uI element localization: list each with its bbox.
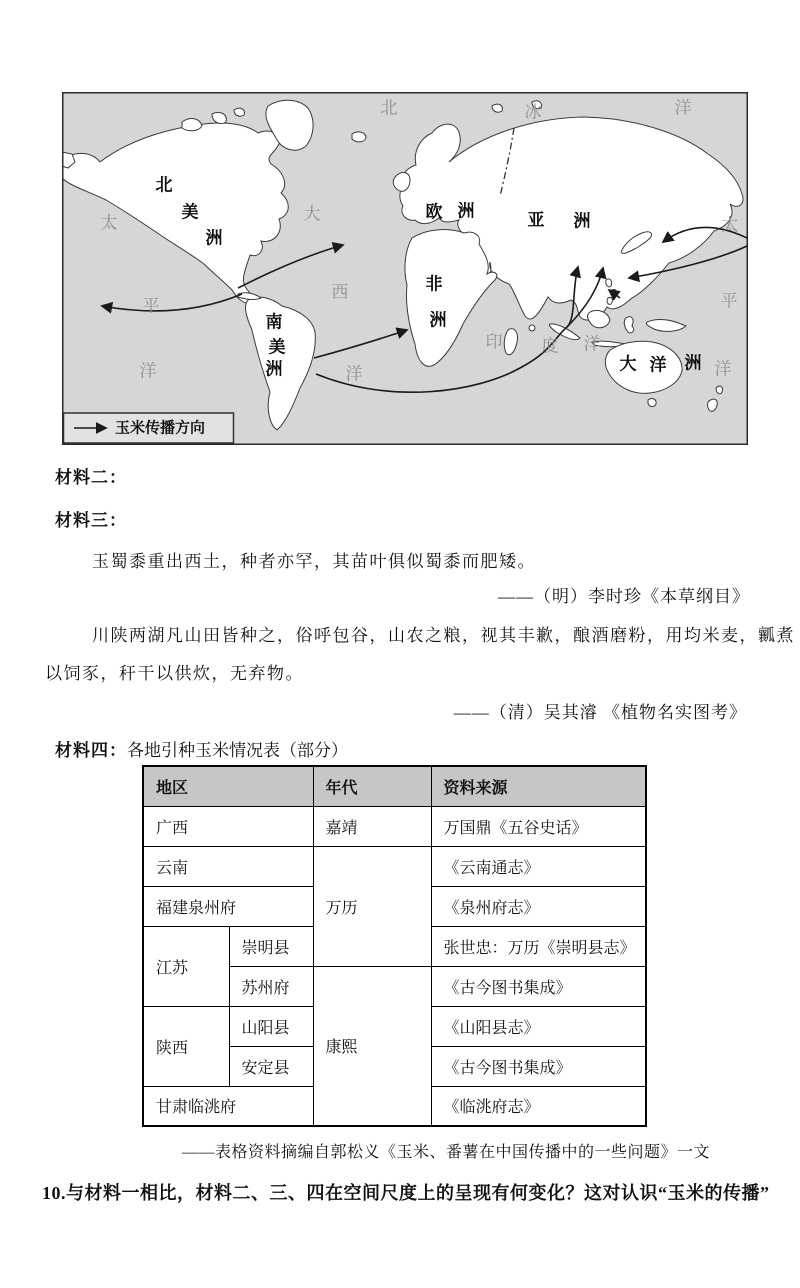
cell-region: 广西 [143, 806, 313, 846]
label-africa: 非 [425, 274, 443, 294]
label-indian-ocean: 洋 [583, 334, 601, 354]
material-3-attribution-2: ——（清）吴其濬 《植物名实图考》 [453, 703, 747, 722]
cell-era: 康熙 [313, 966, 431, 1126]
cell-region: 甘肃临洮府 [143, 1086, 313, 1126]
cell-era: 嘉靖 [313, 806, 431, 846]
material-3-attribution-1: ——（明）李时珍《本草纲目》 [498, 587, 750, 606]
cell-subregion: 苏州府 [229, 966, 313, 1006]
cell-region: 云南 [143, 846, 313, 886]
label-atlantic: 洋 [345, 364, 363, 384]
table-row [143, 846, 646, 886]
label-south-america: 美 [268, 337, 286, 357]
cell-region: 陕西 [143, 1006, 229, 1086]
label-south-america: 洲 [265, 359, 283, 379]
label-oceania: 洲 [684, 353, 702, 373]
cell-source: 张世忠：万历《崇明县志》 [431, 926, 646, 966]
header-era: 年代 [313, 766, 431, 806]
cell-source: 万国鼎《五谷史话》 [431, 806, 646, 846]
label-pacific-west: 太 [100, 213, 118, 233]
label-indian-ocean: 印 [485, 332, 503, 352]
label-asia: 亚 [527, 210, 545, 230]
label-south-america: 南 [265, 312, 283, 332]
label-pacific-east: 平 [720, 291, 738, 311]
table-header-row [143, 766, 646, 806]
cell-source: 《临洮府志》 [431, 1086, 646, 1126]
cell-era: 万历 [313, 846, 431, 966]
cell-subregion: 安定县 [229, 1046, 313, 1086]
label-pacific-east: 洋 [714, 359, 732, 379]
header-region: 地区 [143, 766, 313, 806]
material-4-title: 各地引种玉米情况表（部分） [127, 741, 348, 760]
label-europe: 欧 [425, 202, 443, 222]
table-row [143, 806, 646, 846]
label-africa: 洲 [429, 310, 447, 330]
material-4-label: 材料四： [55, 741, 127, 760]
cell-source: 《云南通志》 [431, 846, 646, 886]
maize-introduction-table [142, 765, 647, 1127]
label-oceania: 大 [619, 354, 637, 374]
cell-region: 江苏 [143, 926, 229, 1006]
label-pacific-west: 平 [142, 296, 160, 316]
material-3-quote-1: 玉蜀黍重出西土，种者亦罕，其苗叶俱似蜀黍而肥矮。 [92, 552, 536, 571]
label-atlantic: 大 [303, 204, 321, 224]
label-arctic-ocean: 冰 [524, 102, 542, 122]
question-10: 10.与材料一相比，材料二、三、四在空间尺度上的呈现有何变化？这对认识“玉米的传播” [42, 1183, 770, 1203]
label-arctic-ocean: 北 [380, 98, 398, 118]
cell-source: 《泉州府志》 [431, 886, 646, 926]
label-north-america: 北 [155, 175, 173, 195]
label-oceania: 洋 [649, 355, 667, 375]
label-asia: 洲 [573, 211, 591, 231]
world-map-figure [62, 92, 748, 445]
cell-source: 《山阳县志》 [431, 1006, 646, 1046]
cell-source: 《古今图书集成》 [431, 966, 646, 1006]
material-3-quote-2-line-2: 以饲豕，秆干以供炊，无弃物。 [45, 664, 304, 683]
cell-source: 《古今图书集成》 [431, 1046, 646, 1086]
label-indian-ocean: 度 [541, 336, 559, 356]
label-atlantic: 西 [331, 282, 349, 302]
label-north-america: 美 [181, 202, 199, 222]
maize-spread-map [62, 92, 748, 445]
label-europe: 洲 [457, 201, 475, 221]
cell-subregion: 崇明县 [229, 926, 313, 966]
legend-label: 玉米传播方向 [115, 419, 206, 437]
label-pacific-west: 洋 [139, 361, 157, 381]
material-4-heading [55, 736, 348, 761]
label-pacific-east: 太 [721, 215, 739, 235]
material-3-quote-2-line-1: 川陕两湖凡山田皆种之，俗呼包谷，山农之粮，视其丰歉，酿酒磨粉，用均米麦，瓤煮 [92, 626, 795, 645]
header-source: 资料来源 [431, 766, 646, 806]
material-3-label: 材料三： [55, 511, 127, 530]
label-north-america: 洲 [205, 228, 223, 248]
cell-subregion: 山阳县 [229, 1006, 313, 1046]
cell-region: 福建泉州府 [143, 886, 313, 926]
label-arctic-ocean: 洋 [674, 98, 692, 118]
map-legend [64, 413, 234, 443]
material-2-label: 材料二： [55, 468, 127, 487]
table-attribution: ——表格资料摘编自郭松义《玉米、番薯在中国传播中的一些问题》一文 [182, 1144, 711, 1161]
